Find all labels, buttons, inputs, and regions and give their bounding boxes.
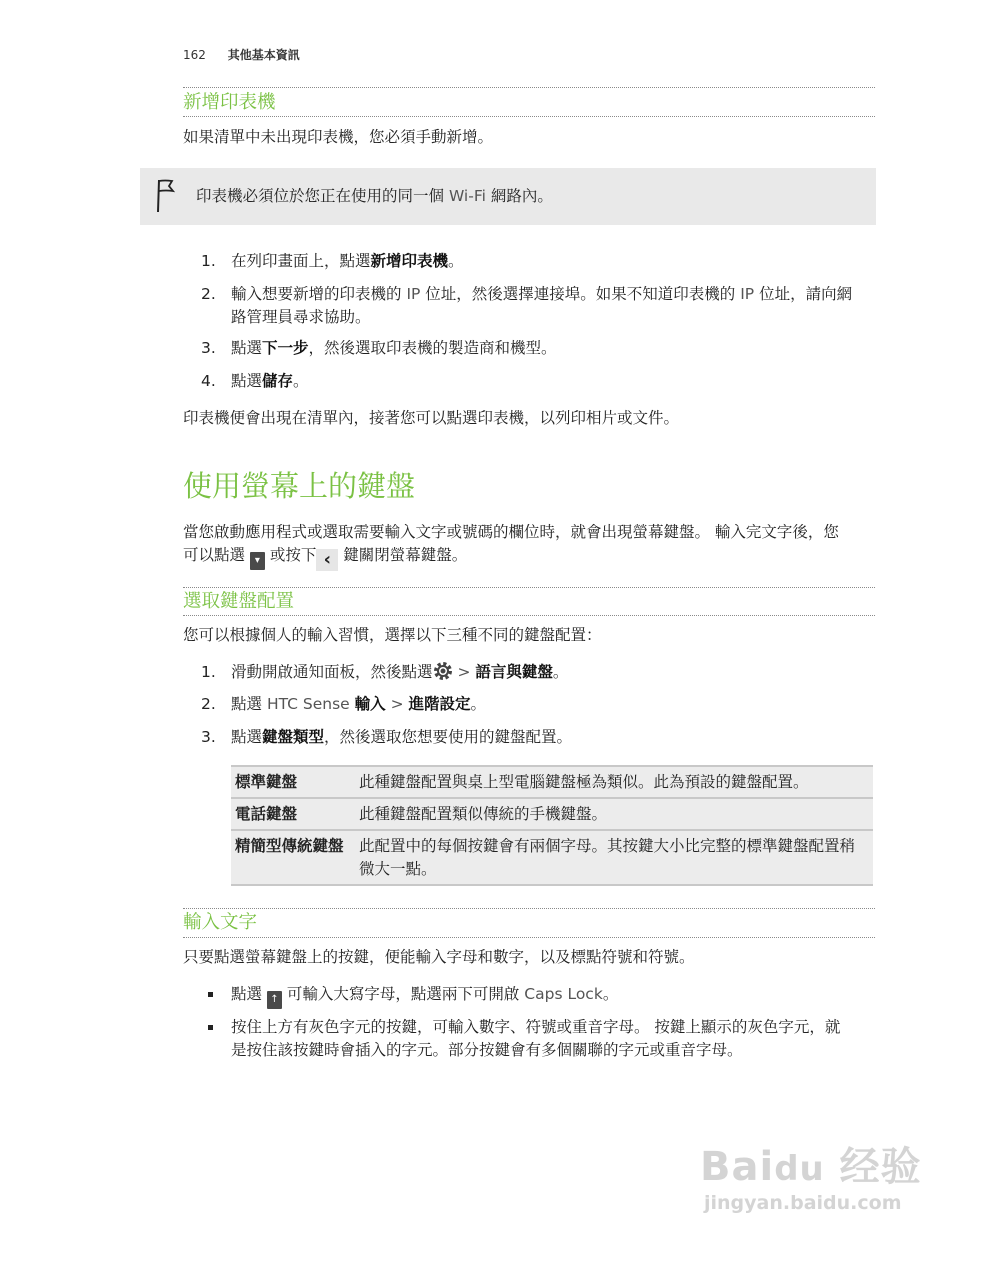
step-2: 點選 HTC Sense 輸入 > 進階設定。 — [231, 695, 487, 713]
paragraph: 當您啟動應用程式或選取需要輸入文字或號碼的欄位時，就會出現螢幕鍵盤。 輸入完文字後，您 可以點選 ▾ 或按下 ‹ 鍵關閉螢幕鍵盤。 — [183, 523, 839, 570]
bullet-item: 按住上方有灰色字元的按鍵，可輸入數字、符號或重音字母。 按鍵上顯示的灰色字元，就 是按住該按鍵時會插入的字元。部分按鍵會有多個關聯的字元或重音字母。 — [231, 1018, 841, 1059]
layout-desc: 此配置中的每個按鍵會有兩個字母。其按鍵大小比完整的標準鍵盤配置稍微大一點。 — [355, 830, 873, 885]
shift-key-icon: ↑ — [267, 991, 282, 1009]
step-number: 1. — [201, 663, 216, 681]
divider — [183, 937, 875, 938]
divider — [183, 908, 875, 909]
bullet — [208, 992, 213, 997]
back-icon: ‹ — [316, 549, 338, 571]
paragraph: 您可以根據個人的輸入習慣，選擇以下三種不同的鍵盤配置： — [183, 626, 602, 644]
layout-desc: 此種鍵盤配置類似傳統的手機鍵盤。 — [355, 798, 873, 830]
step-number: 2. — [201, 285, 216, 303]
note-box — [140, 168, 876, 225]
page-header — [183, 46, 300, 63]
table-row — [231, 830, 873, 885]
page-number: 162 — [183, 48, 206, 62]
paragraph: 印表機便會出現在清單內，接著您可以點選印表機，以列印相片或文件。 — [183, 409, 680, 427]
table-row — [231, 766, 873, 798]
section-title-keyboard: 使用螢幕上的鍵盤 — [183, 469, 416, 503]
layout-name: 精簡型傳統鍵盤 — [231, 830, 355, 885]
step-3: 點選鍵盤類型，然後選取您想要使用的鍵盤配置。 — [231, 728, 573, 746]
bullet-item: 點選 ↑ 可輸入大寫字母，點選兩下可開啟 Caps Lock。 — [231, 983, 618, 1009]
step-1: 滑動開啟通知面板，然後點選 > 語言與鍵盤。 — [231, 663, 569, 681]
note-text: 印表機必須位於您正在使用的同一個 Wi-Fi 網路內。 — [196, 187, 553, 205]
settings-gear-icon — [433, 661, 453, 681]
step-4: 點選儲存。 — [231, 372, 309, 390]
step-number: 4. — [201, 372, 216, 390]
step-number: 3. — [201, 728, 216, 746]
step-3: 點選下一步，然後選取印表機的製造商和機型。 — [231, 339, 557, 357]
step-1: 在列印畫面上，點選新增印表機。 — [231, 252, 464, 270]
step-number: 3. — [201, 339, 216, 357]
baidu-watermark-logo: Baidu 经验 jingyan.baidu.com — [700, 1144, 922, 1214]
step-number: 1. — [201, 252, 216, 270]
flag-icon — [155, 178, 177, 214]
divider — [183, 587, 875, 588]
step-2: 輸入想要新增的印表機的 IP 位址，然後選擇連接埠。如果不知道印表機的 IP 位址，請向網 路管理員尋求協助。 — [231, 285, 853, 326]
layout-name: 標準鍵盤 — [231, 766, 355, 798]
section-title-layout: 選取鍵盤配置 — [183, 591, 295, 612]
bullet — [208, 1025, 213, 1030]
layout-desc: 此種鍵盤配置與桌上型電腦鍵盤極為類似。此為預設的鍵盤配置。 — [355, 766, 873, 798]
layout-name: 電話鍵盤 — [231, 798, 355, 830]
section-title-input: 輸入文字 — [183, 912, 258, 933]
divider — [183, 87, 875, 88]
divider — [183, 116, 875, 117]
divider — [183, 615, 875, 616]
chapter-title: 其他基本資訊 — [227, 48, 300, 62]
paragraph: 只要點選螢幕鍵盤上的按鍵，便能輸入字母和數字，以及標點符號和符號。 — [183, 948, 695, 966]
keyboard-hide-icon: ▾ — [250, 552, 265, 570]
section-title-add-printer: 新增印表機 — [183, 92, 276, 113]
keyboard-layout-table — [231, 765, 873, 886]
step-number: 2. — [201, 695, 216, 713]
paragraph: 如果清單中未出現印表機，您必須手動新增。 — [183, 128, 494, 146]
table-row — [231, 798, 873, 830]
